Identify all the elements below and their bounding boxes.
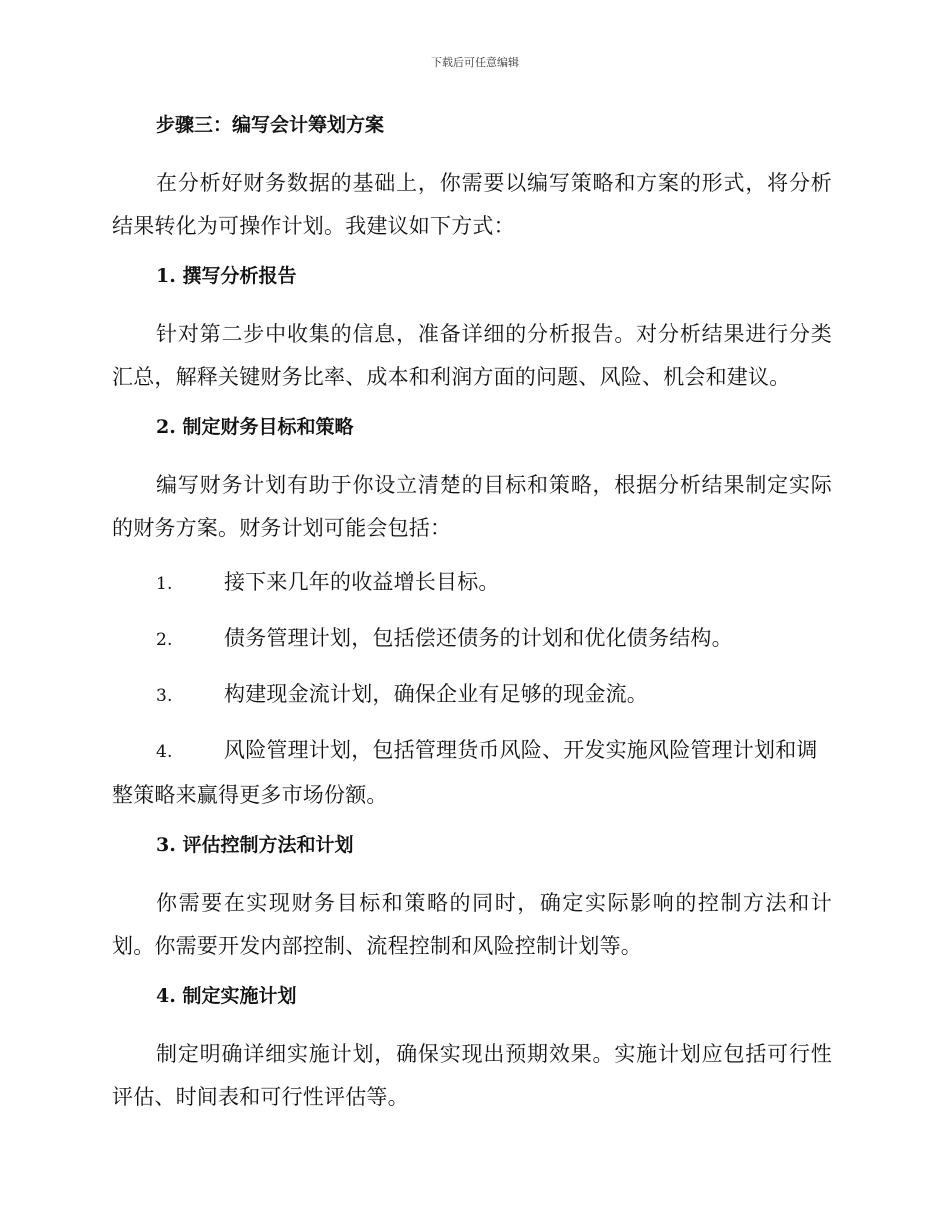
list-number: 3. — [156, 686, 173, 706]
list-text: 风险管理计划，包括管理货币风险、开发实施风险管理计划和调整策略来赢得更多市场份额。 — [112, 738, 818, 807]
section-3-title: 3. 评估控制方法和计划 — [156, 834, 354, 856]
list-number: 1. — [156, 574, 173, 594]
section-1-body: 针对第二步中收集的信息，准备详细的分析报告。对分析结果进行分类汇总，解释关键财务比率、成本和利润方面的问题、风险、机会和建议。 — [112, 322, 832, 389]
list-text: 接下来几年的收益增长目标。 — [224, 570, 500, 594]
step-title: 步骤三：编写会计筹划方案 — [156, 114, 385, 136]
section-2-title: 2. 制定财务目标和策略 — [156, 416, 354, 438]
section-1-title: 1. 撰写分析报告 — [156, 265, 297, 287]
list-text: 债务管理计划，包括偿还债务的计划和优化债务结构。 — [224, 626, 733, 650]
intro-paragraph: 在分析好财务数据的基础上，你需要以编写策略和方案的形式，将分析结果转化为可操作计划。我建议如下方式： — [112, 171, 832, 238]
list-item — [112, 673, 832, 718]
list-text: 构建现金流计划，确保企业有足够的现金流。 — [224, 682, 648, 706]
list-item — [112, 617, 832, 662]
page-header: 下载后可任意编辑 — [431, 56, 519, 69]
list-item — [112, 561, 832, 606]
section-4-title: 4. 制定实施计划 — [156, 985, 297, 1007]
section-4-body: 制定明确详细实施计划，确保实现出预期效果。实施计划应包括可行性评估、时间表和可行性评估等。 — [112, 1042, 832, 1109]
goal-list — [112, 561, 832, 817]
document-body — [112, 108, 832, 1130]
list-number: 2. — [156, 630, 173, 650]
section-3-body: 你需要在实现财务目标和策略的同时，确定实际影响的控制方法和计划。你需要开发内部控制、流程控制和风险控制计划等。 — [112, 891, 832, 958]
list-item — [112, 729, 832, 817]
section-2-body: 编写财务计划有助于你设立清楚的目标和策略，根据分析结果制定实际的财务方案。财务计划可能会包括： — [112, 473, 832, 540]
list-number: 4. — [156, 742, 173, 762]
